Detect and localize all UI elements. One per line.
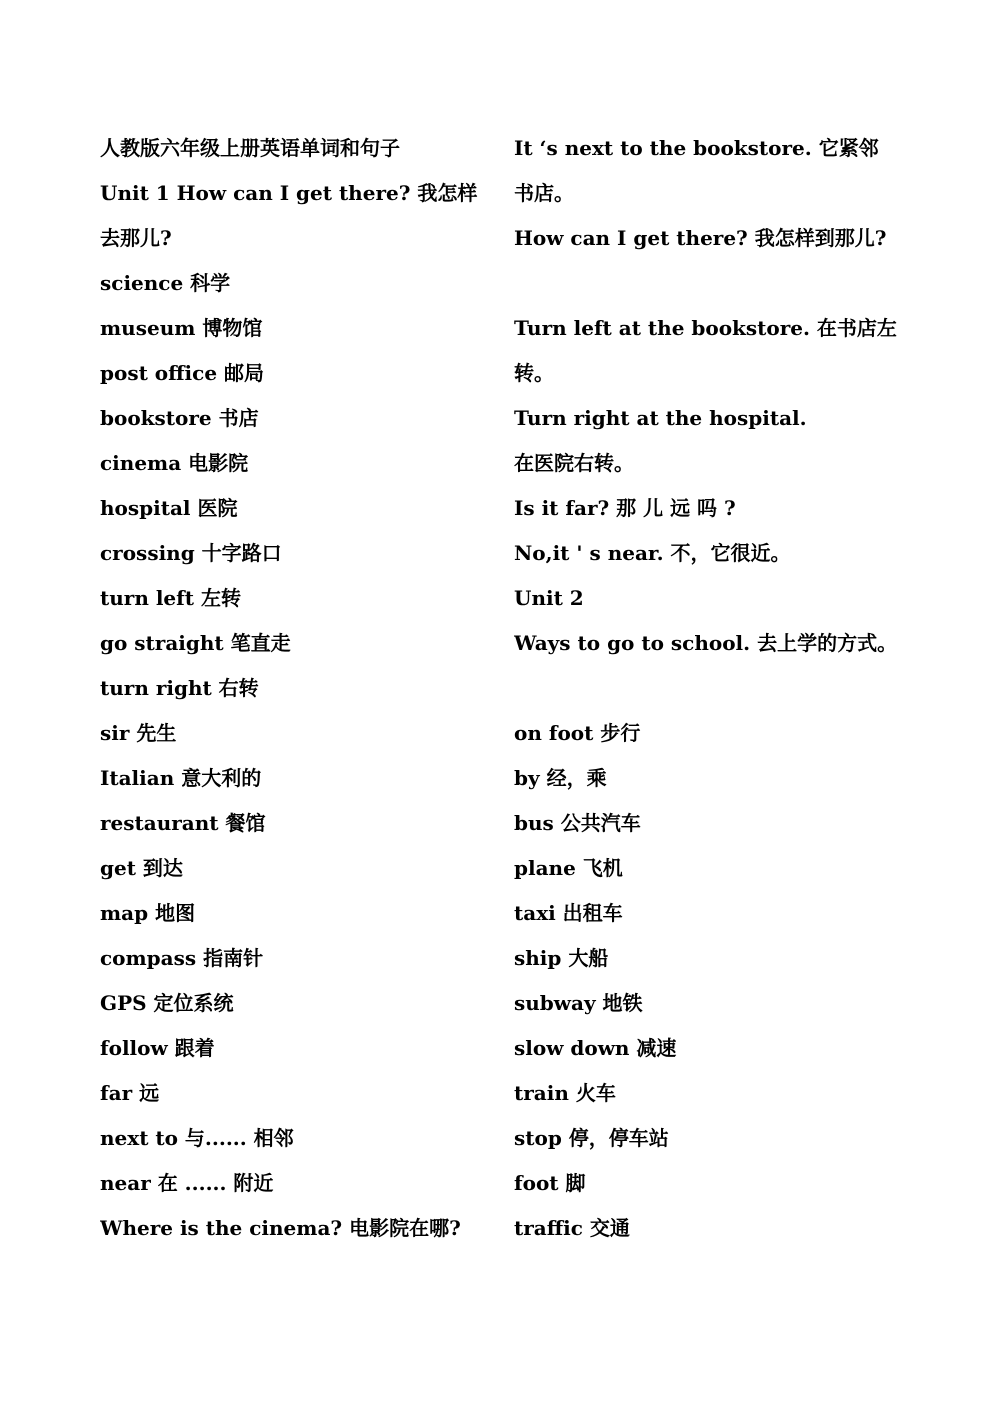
document-title: 人教版六年级上册英语单词和句子: [100, 136, 400, 160]
vocab-line: museum 博物馆: [100, 316, 263, 340]
vocab-line: compass 指南针: [100, 946, 264, 970]
vocab-line: GPS 定位系统: [100, 991, 234, 1015]
vocab-line: science 科学: [100, 271, 231, 295]
left-column: [100, 126, 490, 1251]
sentence-line: No,it ' s near. 不，它很近。: [514, 541, 791, 565]
vocab-line: stop 停，停车站: [514, 1126, 669, 1150]
right-column: [514, 126, 906, 1251]
sentence-line-cont: 书店。: [514, 181, 574, 205]
vocab-line: far 远: [100, 1081, 160, 1105]
vocab-line: crossing 十字路口: [100, 541, 282, 565]
vocab-line: cinema 电影院: [100, 451, 249, 475]
sentence-line: Ways to go to school. 去上学的方式。: [514, 631, 898, 655]
vocab-line: get 到达: [100, 856, 183, 880]
blank-line: [514, 666, 906, 711]
vocab-line: ship 大船: [514, 946, 609, 970]
vocab-line: slow down 减速: [514, 1036, 677, 1060]
vocab-line: go straight 笔直走: [100, 631, 291, 655]
vocab-line: next to 与...... 相邻: [100, 1126, 294, 1150]
unit-1-heading: Unit 1 How can I get there? 我怎样: [100, 181, 478, 205]
vocab-line: bus 公共汽车: [514, 811, 641, 835]
sentence-line: Turn left at the bookstore. 在书店左: [514, 316, 897, 340]
unit-2-heading: Unit 2: [514, 586, 584, 610]
sentence-line-cont: 在医院右转。: [514, 451, 634, 475]
sentence-line: Where is the cinema? 电影院在哪?: [100, 1216, 461, 1240]
vocab-line: post office 邮局: [100, 361, 265, 385]
vocab-line: sir 先生: [100, 721, 177, 745]
vocab-line: train 火车: [514, 1081, 616, 1105]
vocab-line: follow 跟着: [100, 1036, 215, 1060]
vocab-line: turn left 左转: [100, 586, 241, 610]
vocab-line: map 地图: [100, 901, 196, 925]
vocab-line: near 在 ...... 附近: [100, 1171, 274, 1195]
sentence-line: How can I get there? 我怎样到那儿?: [514, 226, 887, 250]
vocab-line: traffic 交通: [514, 1216, 630, 1240]
sentence-line: It ‘s next to the bookstore. 它紧邻: [514, 136, 879, 160]
vocab-line: subway 地铁: [514, 991, 643, 1015]
vocab-line: Italian 意大利的: [100, 766, 262, 790]
sentence-line-cont: 转。: [514, 361, 554, 385]
vocab-line: bookstore 书店: [100, 406, 259, 430]
vocab-line: by 经，乘: [514, 766, 607, 790]
vocab-line: foot 脚: [514, 1171, 586, 1195]
blank-line: [514, 261, 906, 306]
vocab-line: plane 飞机: [514, 856, 623, 880]
vocab-line: taxi 出租车: [514, 901, 623, 925]
vocab-line: on foot 步行: [514, 721, 641, 745]
unit-1-heading-cont: 去那儿?: [100, 226, 172, 250]
vocab-line: restaurant 餐馆: [100, 811, 266, 835]
sentence-line: Is it far? 那 儿 远 吗 ?: [514, 496, 736, 520]
vocab-line: turn right 右转: [100, 676, 259, 700]
vocab-line: hospital 医院: [100, 496, 238, 520]
sentence-line: Turn right at the hospital.: [514, 406, 807, 430]
